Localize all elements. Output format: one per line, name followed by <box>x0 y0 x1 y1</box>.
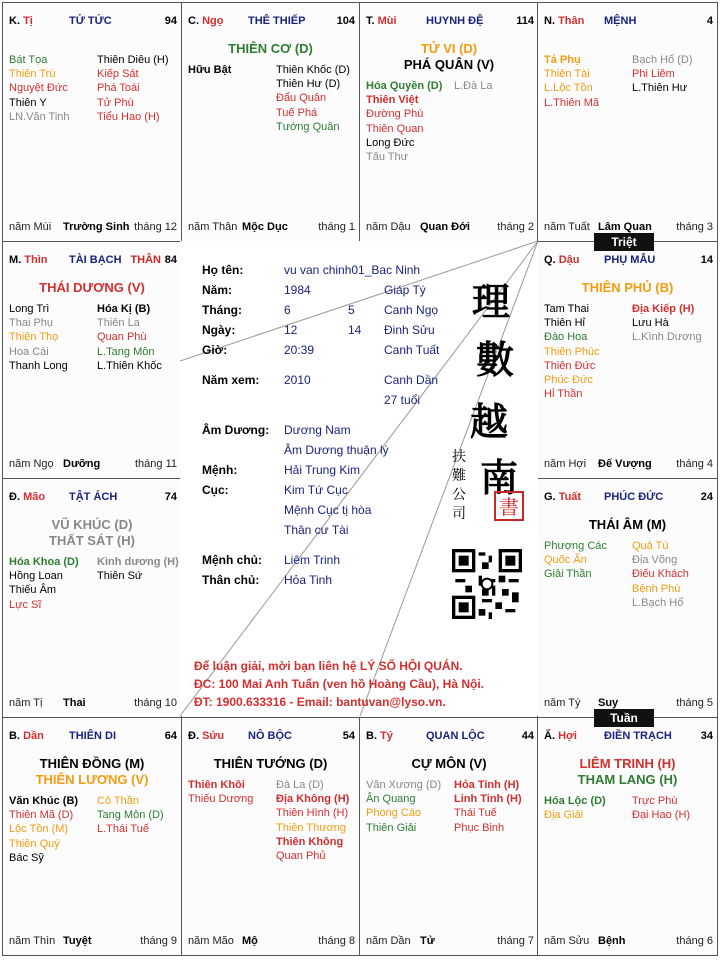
palace-cell-dan <box>2 717 182 956</box>
life-stage: Suy <box>598 697 619 709</box>
minor-star: Tả Phụ <box>544 54 581 66</box>
minor-star: Thiên Giải <box>366 821 417 834</box>
cuc-value: Kim Tứ Cục <box>284 483 348 497</box>
minor-star: Địa Kiếp (H) <box>632 303 695 315</box>
palace-stem-branch: B. Tý <box>366 730 393 742</box>
minor-stars-left <box>9 302 93 373</box>
palace-header <box>366 15 534 31</box>
minor-star: Thiên Thọ <box>9 331 59 344</box>
minor-stars-right <box>454 79 538 93</box>
palace-stem-branch: G. Tuất <box>544 491 582 503</box>
limit-year: năm Dần <box>366 935 411 947</box>
limit-year: năm Mùi <box>9 221 52 233</box>
palace-stem-branch: T. Mùi <box>366 15 397 27</box>
limit-month: tháng 1 <box>318 221 355 233</box>
palace-age-number: 34 <box>700 730 713 742</box>
minor-star: Bệnh Phù <box>632 582 681 595</box>
minor-star: Đường Phù <box>366 108 424 121</box>
minor-star: L.Thiên Khốc <box>97 359 162 372</box>
day-label: Ngày: <box>202 323 236 337</box>
life-stage: Mộ <box>242 935 258 947</box>
red-seal-stamp: 書 <box>494 491 524 521</box>
palace-age-number: 54 <box>342 730 355 742</box>
major-star: THIÊN CƠ (D) <box>228 41 313 56</box>
major-star: THAM LANG (H) <box>577 772 678 787</box>
destiny-master-value: Liêm Trinh <box>284 553 341 567</box>
limit-year: năm Tuất <box>544 221 590 233</box>
major-star: PHÁ QUÂN (V) <box>403 57 495 72</box>
palace-header <box>366 730 534 746</box>
body-marker: THÂN <box>130 254 161 266</box>
hour-canchi: Canh Tuất <box>384 343 440 357</box>
body-master-label: Thân chủ: <box>202 573 260 587</box>
major-star: THÁI DƯƠNG (V) <box>39 280 145 295</box>
month-label: Tháng: <box>202 303 242 317</box>
minor-stars-left <box>9 555 93 612</box>
limit-month: tháng 6 <box>676 935 713 947</box>
minor-star: Bạch Hổ (D) <box>632 54 693 66</box>
minor-star: Đào Hoa <box>544 331 588 344</box>
minor-star: Tuế Phá <box>276 106 318 119</box>
minor-star: L.Lộc Tồn <box>544 82 593 95</box>
minor-star: Kiếp Sát <box>97 68 139 81</box>
year-label: Năm: <box>202 283 233 297</box>
minor-stars-right <box>454 778 538 835</box>
day-lunar: 14 <box>348 323 362 337</box>
minor-star: Tiểu Hao (H) <box>97 110 160 123</box>
limit-month: tháng 8 <box>318 935 355 947</box>
minor-star: Lộc Tồn (M) <box>9 823 69 836</box>
minor-stars-right <box>97 302 181 373</box>
destiny-value: Hải Trung Kim <box>284 463 361 477</box>
palace-title: THÊ THIẾP <box>248 15 306 27</box>
palace-age-number: 114 <box>516 15 534 27</box>
life-stage: Thai <box>63 697 86 709</box>
palace-footer <box>9 697 177 711</box>
minor-stars-left <box>544 53 628 110</box>
minor-star: Lưu Hà <box>632 317 669 330</box>
palace-header <box>9 730 177 746</box>
limit-month: tháng 10 <box>134 697 177 709</box>
minor-stars-right <box>632 53 716 96</box>
qr-code-icon <box>452 549 522 619</box>
contact-phone-email[interactable]: ĐT: 1900.633316 - Email: bantuvan@lyso.vn. <box>194 695 446 709</box>
minor-star: Hóa Kị (B) <box>97 303 151 315</box>
limit-year: năm Thân <box>188 221 238 233</box>
minor-star: L.Đà La <box>454 80 493 92</box>
minor-stars-left <box>9 794 93 865</box>
minor-star: Thiên Quan <box>366 122 424 135</box>
cuc-label: Cục: <box>202 483 229 497</box>
palace-title: HUYNH ĐỆ <box>426 15 484 27</box>
minor-star: Đà La (D) <box>276 779 324 791</box>
yinyang-note: Âm Dương thuận lý <box>284 443 389 457</box>
minor-star: L.Bạch Hổ <box>632 596 684 609</box>
minor-star: Bác Sỹ <box>9 851 44 864</box>
minor-star: Hóa Khoa (D) <box>9 556 79 568</box>
palace-title: TẬT ÁCH <box>69 491 118 503</box>
minor-star: Thanh Long <box>9 359 68 372</box>
minor-star: Thiên Y <box>9 96 47 109</box>
minor-star: Cô Thần <box>97 795 139 807</box>
minor-star: Phục Binh <box>454 821 505 834</box>
side-char-2: 難 <box>452 468 466 484</box>
minor-star: Ân Quang <box>366 793 416 806</box>
minor-stars-right <box>97 53 181 124</box>
minor-star: Hỉ Thần <box>544 388 583 401</box>
calligraphy-char-3: 越 <box>470 399 509 444</box>
limit-month: tháng 9 <box>140 935 177 947</box>
palace-age-number: 104 <box>336 15 355 27</box>
palace-header <box>544 730 713 746</box>
minor-stars-left <box>188 63 272 77</box>
limit-year: năm Sửu <box>544 935 590 947</box>
minor-star: Tấu Thư <box>366 151 409 164</box>
palace-title: PHỤ MẪU <box>604 254 656 266</box>
palace-title: ĐIỀN TRẠCH <box>604 730 672 742</box>
palace-title: MỆNH <box>604 15 637 27</box>
day-canchi: Đinh Sửu <box>384 323 435 337</box>
life-stage: Dưỡng <box>63 458 101 470</box>
yinyang-value: Dương Nam <box>284 423 351 437</box>
month-canchi: Canh Ngọ <box>384 303 439 317</box>
minor-star: L.Tang Môn <box>97 345 155 358</box>
minor-star: Tam Thai <box>544 303 590 315</box>
minor-star: Phá Toái <box>97 82 140 95</box>
palace-stem-branch: C. Ngọ <box>188 15 224 27</box>
limit-year: năm Thìn <box>9 935 56 947</box>
side-char-1: 扶 <box>452 449 466 465</box>
palace-age-number: 24 <box>700 491 713 503</box>
minor-star: Thiên Tài <box>544 68 590 81</box>
minor-stars-left <box>366 778 450 835</box>
palace-cell-ti <box>2 2 182 242</box>
palace-cell-dau <box>537 241 718 479</box>
contact-line-1: Để luận giải, mời bạn liên hệ LÝ SỐ HỘI QUÁN. <box>194 659 463 673</box>
minor-star: Thiên Trù <box>9 68 56 81</box>
destiny-label: Mệnh: <box>202 463 238 477</box>
name-label: Họ tên: <box>202 263 244 277</box>
major-star: VŨ KHÚC (D) <box>51 517 133 532</box>
palace-header <box>9 254 177 270</box>
minor-star: Thiên Không <box>276 835 344 848</box>
minor-star: Thai Phụ <box>9 317 54 330</box>
life-stage: Trường Sinh <box>63 221 130 233</box>
minor-star: Đại Hao (H) <box>632 809 691 822</box>
minor-star: Thiên Phúc <box>544 345 600 358</box>
view-year-value: 2010 <box>284 373 311 387</box>
major-star: TỬ VI (D) <box>420 41 478 56</box>
minor-stars-right <box>632 539 716 610</box>
limit-year: năm Ngọ <box>9 458 54 470</box>
palace-stem-branch: Q. Dậu <box>544 254 580 266</box>
palace-title: PHÚC ĐỨC <box>604 491 664 503</box>
palace-footer <box>366 935 534 949</box>
month-lunar: 5 <box>348 303 355 317</box>
palace-footer <box>9 221 177 235</box>
minor-star: Long Đức <box>366 136 415 149</box>
life-stage: Bệnh <box>598 935 626 947</box>
minor-star: Thiên Khốc (D) <box>276 64 350 76</box>
life-stage: Quan Đới <box>420 221 470 233</box>
tuan-badge: Tuần <box>594 709 654 727</box>
palace-title: TÀI BẠCH <box>69 254 122 266</box>
minor-star: Thiên Đức <box>544 359 596 372</box>
minor-star: Thiên Thương <box>276 821 347 834</box>
minor-stars-right <box>276 63 360 134</box>
minor-star: Nguyệt Đức <box>9 82 68 95</box>
minor-star: Thiên Mã (D) <box>9 809 74 822</box>
palace-stem-branch: N. Thân <box>544 15 585 27</box>
palace-header <box>544 254 713 270</box>
minor-stars-right <box>632 302 716 345</box>
palace-cell-ty <box>359 717 539 956</box>
calligraphy-char-4: 南 <box>480 455 519 500</box>
palace-footer <box>544 935 713 949</box>
minor-star: Đẩu Quân <box>276 92 327 105</box>
minor-star: Lực Sĩ <box>9 598 42 611</box>
limit-year: năm Tị <box>9 697 43 709</box>
life-stage: Lâm Quan <box>598 221 652 233</box>
view-year-canchi: Canh Dần <box>384 373 439 387</box>
day-solar: 12 <box>284 323 298 337</box>
major-star: CỰ MÔN (V) <box>411 756 487 771</box>
minor-star: Tướng Quân <box>276 120 340 133</box>
palace-cell-suu <box>181 717 360 956</box>
palace-header <box>188 15 355 31</box>
palace-stem-branch: Đ. Mão <box>9 491 46 503</box>
palace-age-number: 4 <box>706 15 713 27</box>
minor-star: Thái Tuế <box>454 807 497 820</box>
palace-stem-branch: B. Dần <box>9 730 44 742</box>
limit-month: tháng 2 <box>497 221 534 233</box>
name-value: vu van chinh01_Bac Ninh <box>284 263 421 277</box>
palace-cell-thin <box>2 241 182 479</box>
minor-star: Thiên Diêu (H) <box>97 54 169 66</box>
palace-stem-branch: Đ. Sửu <box>188 730 225 742</box>
limit-month: tháng 11 <box>134 458 177 470</box>
calligraphy-char-1: 理 <box>472 279 511 324</box>
month-solar: 6 <box>284 303 291 317</box>
palace-title: NÔ BỘC <box>248 730 292 742</box>
minor-star: L.Thiên Hư <box>632 82 688 95</box>
palace-title: TỬ TỨC <box>69 15 112 27</box>
minor-stars-left <box>544 794 628 822</box>
life-stage: Tử <box>420 935 435 947</box>
palace-age-number: 64 <box>164 730 177 742</box>
limit-year: năm Mão <box>188 935 234 947</box>
view-year-label: Năm xem: <box>202 373 260 387</box>
minor-star: Thiên Hỉ <box>544 317 585 330</box>
minor-star: Phượng Các <box>544 540 607 552</box>
minor-star: Bát Tọa <box>9 54 48 66</box>
minor-star: Địa Võng <box>632 554 678 567</box>
minor-stars-left <box>188 778 272 806</box>
major-star: THÁI ÂM (M) <box>588 517 667 532</box>
minor-star: Hỏa Tinh (H) <box>454 779 520 791</box>
palace-header <box>9 15 177 31</box>
major-star: THIÊN PHỦ (B) <box>581 280 674 295</box>
palace-title: THIÊN DI <box>69 730 117 742</box>
minor-star: Phong Cáo <box>366 807 422 820</box>
palace-header <box>544 491 713 507</box>
minor-star: Thiên Quý <box>9 837 60 850</box>
palace-cell-mao <box>2 478 182 718</box>
limit-year: năm Tý <box>544 697 581 709</box>
side-char-4: 司 <box>452 506 466 522</box>
minor-star: Văn Xương (D) <box>366 779 442 791</box>
palace-cell-ngo <box>181 2 360 242</box>
palace-header <box>544 15 713 31</box>
minor-star: Hoa Cái <box>9 345 49 358</box>
year-canchi: Giáp Tý <box>384 283 426 297</box>
minor-star: Thiếu Âm <box>9 584 57 597</box>
minor-star: Hóa Quyền (D) <box>366 80 443 92</box>
palace-footer <box>9 458 177 472</box>
hour-label: Giờ: <box>202 343 228 357</box>
info-panel <box>180 241 538 716</box>
palace-age-number: 74 <box>164 491 177 503</box>
year-value: 1984 <box>284 283 311 297</box>
minor-stars-left <box>544 539 628 582</box>
minor-star: Long Trì <box>9 303 50 315</box>
minor-star: Tử Phù <box>97 96 134 109</box>
limit-month: tháng 3 <box>676 221 713 233</box>
minor-star: Phi Liêm <box>632 68 675 81</box>
minor-star: Thiên Sứ <box>97 570 143 583</box>
minor-star: Điếu Khách <box>632 568 689 581</box>
minor-stars-right <box>276 778 360 863</box>
palace-title: QUAN LỘC <box>426 730 485 742</box>
major-star: LIÊM TRINH (H) <box>579 756 676 771</box>
palace-age-number: 94 <box>164 15 177 27</box>
calligraphy-char-2: 數 <box>476 337 515 382</box>
minor-star: L.Thái Tuế <box>97 823 149 836</box>
palace-cell-hoi <box>537 717 718 956</box>
contact-address: ĐC: 100 Mai Anh Tuấn (ven hồ Hoàng Cầu), Hà Nội. <box>194 677 485 691</box>
minor-star: Quan Phủ <box>276 850 326 863</box>
side-char-3: 公 <box>452 487 466 503</box>
minor-stars-right <box>97 555 181 583</box>
minor-stars-right <box>97 794 181 837</box>
minor-star: Giải Thần <box>544 568 592 581</box>
limit-month: tháng 12 <box>134 221 177 233</box>
limit-year: năm Hợi <box>544 458 587 470</box>
palace-cell-tuat <box>537 478 718 718</box>
minor-stars-left <box>366 79 450 164</box>
life-stage: Tuyệt <box>63 935 92 947</box>
palace-footer <box>366 221 534 235</box>
limit-month: tháng 5 <box>676 697 713 709</box>
age-value: 27 tuổi <box>384 393 421 407</box>
minor-star: Thiên Hình (H) <box>276 807 349 820</box>
palace-footer <box>9 935 177 949</box>
minor-star: Thiếu Dương <box>188 793 254 806</box>
yinyang-label: Âm Dương: <box>202 423 270 437</box>
minor-star: Hồng Loan <box>9 570 63 583</box>
palace-stem-branch: M. Thìn <box>9 254 48 266</box>
hour-value: 20:39 <box>284 343 315 357</box>
palace-footer <box>188 221 355 235</box>
minor-star: Thiên Khôi <box>188 779 245 791</box>
minor-star: Thiên Hư (D) <box>276 78 341 91</box>
minor-star: L.Kình Dương <box>632 331 702 344</box>
destiny-master-label: Mệnh chủ: <box>202 553 262 567</box>
minor-star: Kình dương (H) <box>97 556 179 568</box>
minor-star: Phúc Đức <box>544 374 593 387</box>
palace-stem-branch: Ấ. Hợi <box>544 730 577 742</box>
life-stage: Đế Vượng <box>598 458 652 470</box>
minor-star: Thiên Việt <box>366 94 419 107</box>
triet-badge: Triệt <box>594 233 654 251</box>
palace-age-number: 44 <box>521 730 534 742</box>
minor-star: LN.Văn Tinh <box>9 110 70 123</box>
major-star: THIÊN TƯỚNG (D) <box>213 756 328 771</box>
minor-stars-right <box>632 794 716 822</box>
minor-star: Thiên La <box>97 317 140 330</box>
palace-stem-branch: K. Tị <box>9 15 33 27</box>
minor-star: Quốc Ấn <box>544 554 587 567</box>
cuc-note: Mệnh Cục tị hòa <box>284 503 372 517</box>
major-star: THẤT SÁT (H) <box>49 533 135 548</box>
minor-star: Văn Khúc (B) <box>9 795 79 807</box>
minor-star: L.Thiên Mã <box>544 96 600 109</box>
major-star: THIÊN LƯƠNG (V) <box>35 772 149 787</box>
limit-month: tháng 4 <box>676 458 713 470</box>
limit-year: năm Dậu <box>366 221 411 233</box>
palace-age-number: 14 <box>700 254 713 266</box>
palace-footer <box>188 935 355 949</box>
minor-star: Linh Tinh (H) <box>454 793 522 806</box>
palace-header <box>9 491 177 507</box>
palace-footer <box>544 458 713 472</box>
palace-age-number: 84 <box>164 254 177 266</box>
body-master-value: Hỏa Tinh <box>284 573 333 587</box>
than-note: Thân cư Tài <box>284 523 349 537</box>
minor-star: Địa Không (H) <box>276 793 350 806</box>
limit-month: tháng 7 <box>497 935 534 947</box>
minor-stars-left <box>9 53 93 124</box>
life-stage: Mộc Dục <box>242 221 288 233</box>
minor-star: Quan Phù <box>97 331 147 344</box>
minor-star: Trực Phù <box>632 795 678 807</box>
minor-star: Hữu Bật <box>188 64 232 76</box>
palace-cell-than <box>537 2 718 242</box>
minor-star: Quả Tú <box>632 540 669 552</box>
palace-header <box>188 730 355 746</box>
minor-star: Địa Giải <box>544 809 584 822</box>
minor-stars-left <box>544 302 628 401</box>
minor-star: Tang Môn (D) <box>97 809 164 822</box>
palace-cell-mui <box>359 2 539 242</box>
minor-star: Hóa Lộc (D) <box>544 795 606 807</box>
major-star: THIÊN ĐỒNG (M) <box>39 756 145 771</box>
